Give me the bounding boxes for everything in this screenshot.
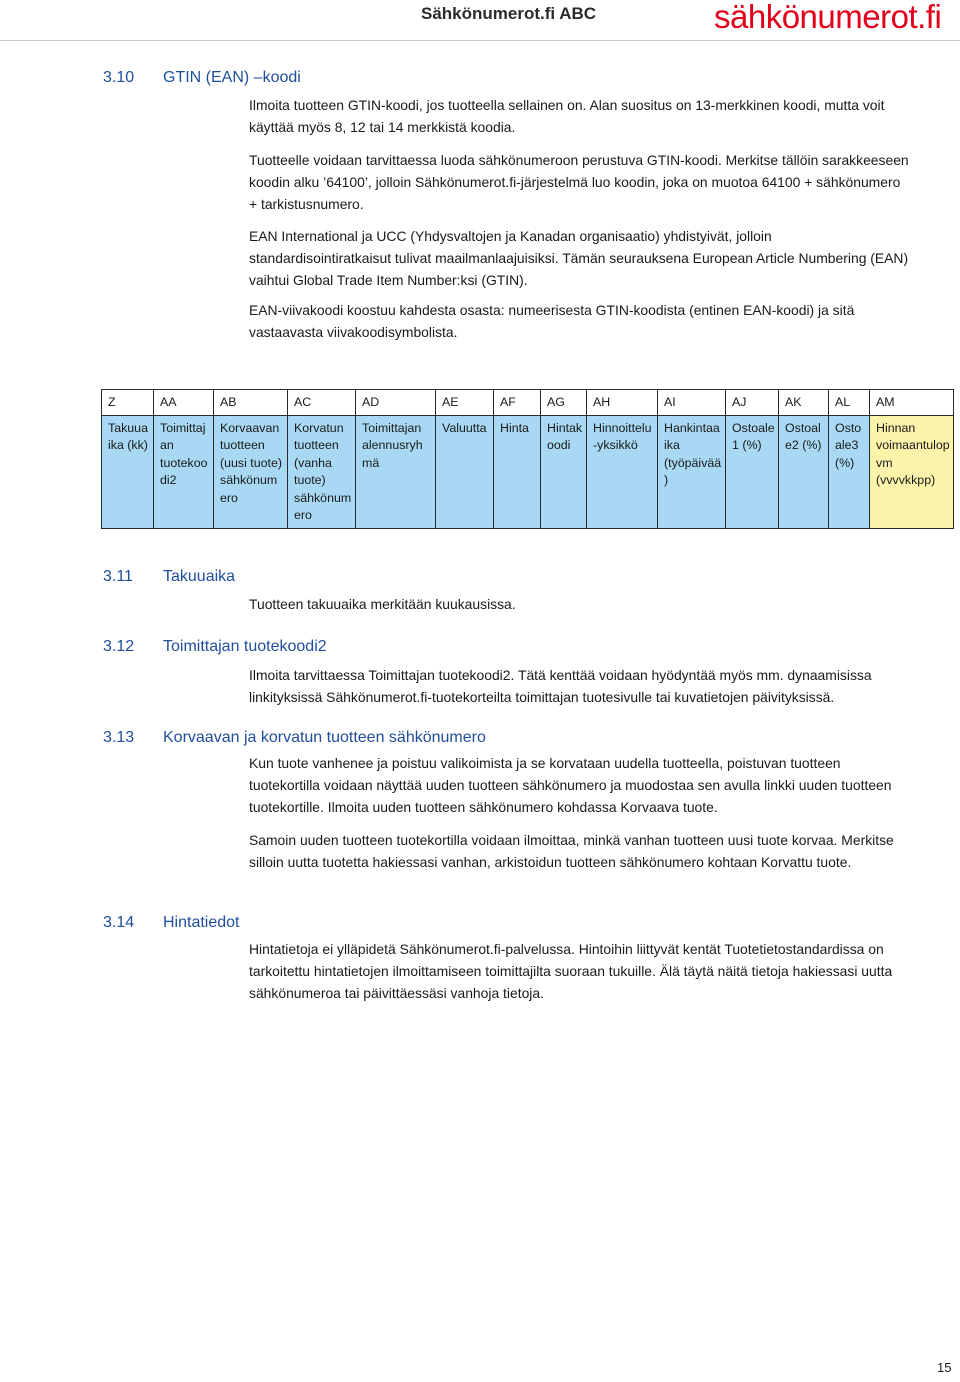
body-paragraph: EAN-viivakoodi koostuu kahdesta osasta: numeerisesta GTIN-koodista (entinen EAN-koodi) ja sitä vastaavasta viivakoodisymbolista.	[249, 302, 855, 340]
section-number: 3.12	[103, 638, 135, 655]
section-number: 3.13	[103, 729, 135, 746]
column-letter: Z	[102, 390, 154, 416]
body-paragraph: Samoin uuden tuotteen tuotekortilla voidaan ilmoittaa, minkä vanhan tuotteen uusi tuote korvaa. Merkitse silloin uutta tuotetta hakiessasi vanhan, arkistoidun tuotteen sähkönumero kohtaan Korvattu tuote.	[249, 832, 894, 870]
body-paragraph: Ilmoita tarvittaessa Toimittajan tuotekoodi2. Tätä kenttää voidaan hyödyntää myös mm. dynaamisissa linkityksissä Sähkönumerot.fi-tuotekorteilta toimittajan tuotesivulle tai kuvatietojen päivityksissä.	[249, 667, 872, 705]
column-letter: AK	[779, 390, 829, 416]
column-name: Korvaavan tuotteen (uusi tuote) sähkönumero	[214, 415, 288, 528]
column-letter: AB	[214, 390, 288, 416]
section-heading: Toimittajan tuotekoodi2	[163, 638, 327, 655]
page-number: 15	[937, 1360, 952, 1375]
header-divider	[0, 40, 960, 41]
column-letter: AM	[870, 390, 954, 416]
column-name: Ostoale1 (%)	[726, 415, 779, 528]
column-letter: AL	[829, 390, 870, 416]
section-heading: Korvaavan ja korvatun tuotteen sähkönumero	[163, 729, 486, 746]
column-name: Toimittajan alennusryhmä	[356, 415, 436, 528]
section-heading: Hintatiedot	[163, 914, 240, 931]
column-letter: AC	[288, 390, 356, 416]
body-paragraph: Hintatietoja ei ylläpidetä Sähkönumerot.fi-palvelussa. Hintoihin liittyvät kentät Tuotetietostandardissa on tarkoitettu hintatietojen ilmoittamiseen toimittajilta suoraan tukuille. Älä täytä näitä tietoja hakiessasi uutta sähkönumeroa tai päivittäessäsi vanhoja tietoja.	[249, 941, 893, 1001]
column-letter: AE	[436, 390, 494, 416]
section-heading: GTIN (EAN) –koodi	[163, 69, 301, 86]
column-letter-row	[102, 390, 954, 416]
brand-logo: sähkönumerot.fi	[714, 0, 942, 35]
section-number: 3.14	[103, 914, 135, 931]
column-name: Hintakoodi	[541, 415, 587, 528]
section-number: 3.10	[103, 69, 135, 86]
column-name: Valuutta	[436, 415, 494, 528]
column-name: Ostoale3 (%)	[829, 415, 870, 528]
column-letter: AH	[587, 390, 658, 416]
body-paragraph: Tuotteen takuuaika merkitään kuukausissa.	[249, 596, 516, 612]
column-letter: AG	[541, 390, 587, 416]
column-letter: AJ	[726, 390, 779, 416]
column-name-row	[102, 415, 954, 528]
body-paragraph: Ilmoita tuotteen GTIN-koodi, jos tuotteella sellainen on. Alan suositus on 13-merkkinen koodi, mutta voit käyttää myös 8, 12 tai 14 merkkistä koodia.	[249, 97, 885, 135]
column-name: Takuuaika (kk)	[102, 415, 154, 528]
column-name: Hinta	[494, 415, 541, 528]
column-name: Hinnoittelu-yksikkö	[587, 415, 658, 528]
column-letter: AD	[356, 390, 436, 416]
body-paragraph: Kun tuote vanhenee ja poistuu valikoimista ja se korvataan uudella tuotteella, poistuvan tuotteen tuotekortilla voidaan näyttää uuden tuotteen sähkönumero ja muodostaa sen avulla linkki uuden tuotteen tuotekortille. Ilmoita uuden tuotteen sähkönumero kohdassa Korvaava tuote.	[249, 755, 892, 815]
body-paragraph: EAN International ja UCC (Yhdysvaltojen ja Kanadan organisaatio) yhdistyivät, jolloin standardisointiratkaisut tulivat maailmanlaajuisiksi. Tämän seurauksena European Article Numbering (EAN) vaihtui Global Trade Item Number:ksi (GTIN).	[249, 228, 909, 288]
column-letter: AA	[154, 390, 214, 416]
column-reference-table	[101, 389, 954, 529]
column-name: Toimittajan tuotekoodi2	[154, 415, 214, 528]
column-name: Ostoale2 (%)	[779, 415, 829, 528]
column-name: Hankintaaika (työpäivää)	[658, 415, 726, 528]
section-number: 3.11	[103, 568, 133, 585]
column-letter: AI	[658, 390, 726, 416]
body-paragraph: Tuotteelle voidaan tarvittaessa luoda sähkönumeroon perustuva GTIN-koodi. Merkitse tällöin sarakkeeseen koodin alku ’64100’, jolloin Sähkönumerot.fi-järjestelmä luo koodin, joka on muotoa 64100 + sähkönumero + tarkistusnumero.	[249, 152, 909, 212]
column-letter: AF	[494, 390, 541, 416]
section-heading: Takuuaika	[163, 568, 236, 585]
column-name: Korvatun tuotteen (vanha tuote) sähkönumero	[288, 415, 356, 528]
column-name: Hinnan voimaantulopvm (vvvvkkpp)	[870, 415, 954, 528]
document-header-title: Sähkönumerot.fi ABC	[421, 4, 597, 23]
